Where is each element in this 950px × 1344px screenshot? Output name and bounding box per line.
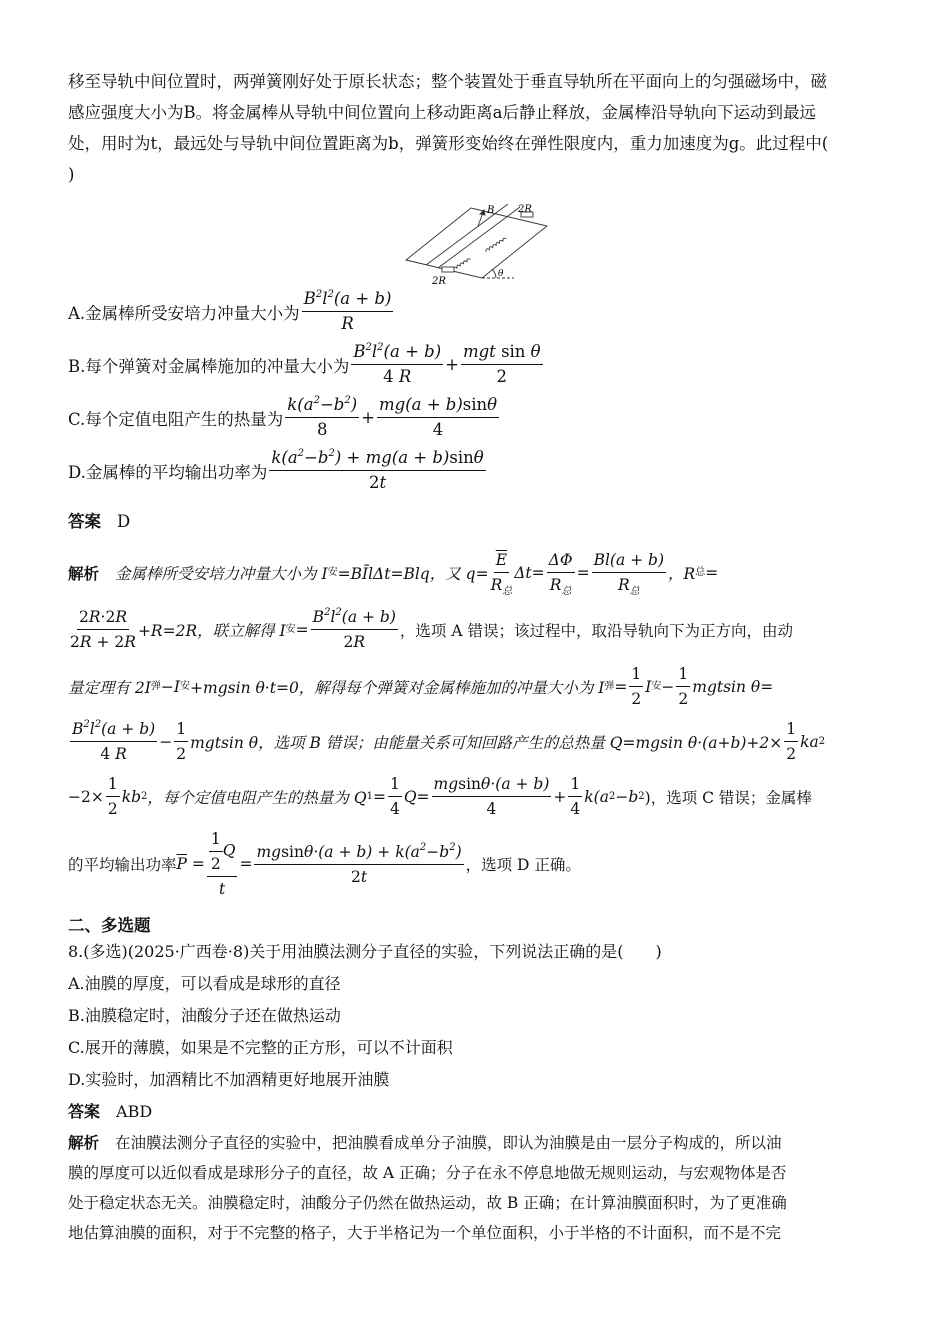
- q8-option-a: A.油膜的厚度，可以看成是球形的直径: [68, 974, 341, 993]
- option-a: [68, 288, 883, 335]
- analysis8-line-2: 膜的厚度可以近似看成是球形分子的直径，故 A 正确；分子在永不停息地做无规则运动，与宏观物体是否: [68, 1164, 787, 1182]
- analysis-line-2: $\frac{2R\cdot 2R}{2R + 2R}$ +R=2R，联立解得 I 安 = $\frac{B^2l^2(a + b)}{2R}$ ，选项 A 错误；该过程中，取沿导轨向下为正方向，由动: [70, 607, 793, 651]
- analysis-line-5: −2× $\frac{1}{2}$ kb 2 ，每个定值电阻产生的热量为 Q 1 = $\frac{1}{4}$ Q= $\frac{mgsin\theta\cdot(a + b)}{4}$ + $\frac{1}{4}$ k(a 2 −b 2 )，选项 C 错误；金属棒: [68, 775, 812, 818]
- analysis-line-6: 的平均输出功率 $\overline{P}$ = $\frac{1}{2}$ Q t = $\frac{mgsin\theta\cdot(a + b) + k(a^2-b^2)}{2t}$ ，选项 D 正确。: [68, 830, 581, 898]
- option-c-formula-1: $\frac{k(a^2-b^2)}{8}$: [287, 395, 358, 439]
- intro-line-1: 移至导轨中间位置时，两弹簧刚好处于原长状态；整个装置处于垂直导轨所在平面向上的匀强磁场中，磁: [68, 72, 827, 91]
- q8-option-b: B.油膜稳定时，油酸分子还在做热运动: [68, 1006, 341, 1025]
- option-b-formula-1: $\frac{B^2l^2(a + b)}{4 R}$: [353, 342, 442, 386]
- option-b: B.每个弹簧对金属棒施加的冲量大小为 $\frac{B^2l^2(a + b)}{4 R}$ + $\frac{\text{mgt sin θ}}{2}$: [68, 342, 541, 386]
- figure-label-2r-bottom: 2R: [432, 276, 446, 286]
- analysis-label: 解析: [68, 563, 100, 583]
- rail-diagram: [404, 204, 549, 286]
- figure-label-theta: θ: [498, 269, 504, 279]
- intro-line-4: ): [68, 165, 75, 184]
- analysis8-line-1: 解析 在油膜法测分子直径的实验中，把油膜看成单分子油膜，即认为油膜是由一层分子构成的，所以油: [68, 1133, 782, 1152]
- answer-value: D: [117, 512, 131, 531]
- analysis8-line-3: 处于稳定状态无关。油膜稳定时，油酸分子仍然在做热运动，故 B 正确；在计算油膜面积时，为了更准确: [68, 1194, 787, 1212]
- option-b-text: B.每个弹簧对金属棒施加的冲量大小为: [68, 356, 350, 376]
- option-c-formula-2: $\frac{mg(a + b)\sin\theta}{4}$: [378, 395, 498, 439]
- option-d: [68, 447, 883, 494]
- answer8-label: 答案: [68, 1102, 101, 1121]
- option-c: C.每个定值电阻产生的热量为 $\frac{k(a^2-b^2)}{8}$ + $\frac{mg(a + b)\sin\theta}{4}$: [68, 395, 498, 439]
- figure-label-b: B: [487, 205, 495, 216]
- q8-stem: 8.(多选)(2025·广西卷·8)关于用油膜法测分子直径的实验，下列说法正确的是( ): [68, 942, 662, 961]
- option-a-text: A.金属棒所受安培力冲量大小为: [68, 303, 300, 323]
- figure-label-2r-top: 2R: [518, 204, 532, 215]
- option-b-formula-2: $\frac{\text{mgt sin θ}}{2}$: [462, 342, 541, 386]
- q8-option-c: C.展开的薄膜，如果是不完整的正方形，可以不计面积: [68, 1038, 453, 1057]
- answer-8: [68, 1096, 883, 1128]
- option-a-formula: $\frac{B^2l^2(a + b)}{R}$: [303, 289, 392, 333]
- option-d-text: D.金属棒的平均输出功率为: [68, 462, 268, 482]
- option-d-formula: $\frac{k(a^2-b^2) + mg(a + b)\sin\theta}{2t}$: [271, 448, 484, 492]
- option-c-text: C.每个定值电阻产生的热量为: [68, 409, 284, 429]
- intro-line-3: 处，用时为t，最远处与导轨中间位置距离为b，弹簧形变始终在弹性限度内，重力加速度为g。此过程中(: [68, 134, 829, 153]
- analysis-line-4: $\frac{B^2l^2(a + b)}{4 R}$ − $\frac{1}{2}$ mgtsin θ，选项 B 错误；由能量关系可知回路产生的总热量 Q=mgsin θ·(a+b)+2× $\frac{1}{2}$ ka 2: [72, 719, 826, 763]
- analysis8-label: 解析: [68, 1133, 100, 1152]
- page: [68, 66, 883, 1248]
- intro-line-2: 感应强度大小为B。将金属棒从导轨中间位置向上移动距离a后静止释放，金属棒沿导轨向下运动到最远: [68, 103, 816, 122]
- analysis-line-3: 量定理有 2I 弹 −I 安 +mgsin θ·t=0，解得每个弹簧对金属棒施加的冲量大小为 I 弹 = $\frac{1}{2}$ I 安 − $\frac{1}{2}$ mgtsin θ=: [68, 665, 774, 708]
- answer-label: 答案: [68, 512, 101, 531]
- analysis8-line-4: 地估算油膜的面积，对于不完整的格子，大于半格记为一个单位面积，小于半格的不计面积，而不是不完: [68, 1224, 782, 1242]
- analysis-line-1: 解析 金属棒所受安培力冲量大小为 I 安 =BĪlΔt=Blq，又 q= $\frac{\overline{E}}{R_总}$ Δt= $\frac{\Delta\Phi}{R_总}$ = $\frac{Bl(a + b)}{R_总}$ ，R 总 =: [68, 551, 719, 597]
- q8-option-d: D.实验时，加酒精比不加酒精更好地展开油膜: [68, 1070, 390, 1089]
- answer8-value: ABD: [116, 1102, 153, 1121]
- answer-7: [68, 506, 883, 537]
- section-heading: 二、多选题: [68, 916, 151, 935]
